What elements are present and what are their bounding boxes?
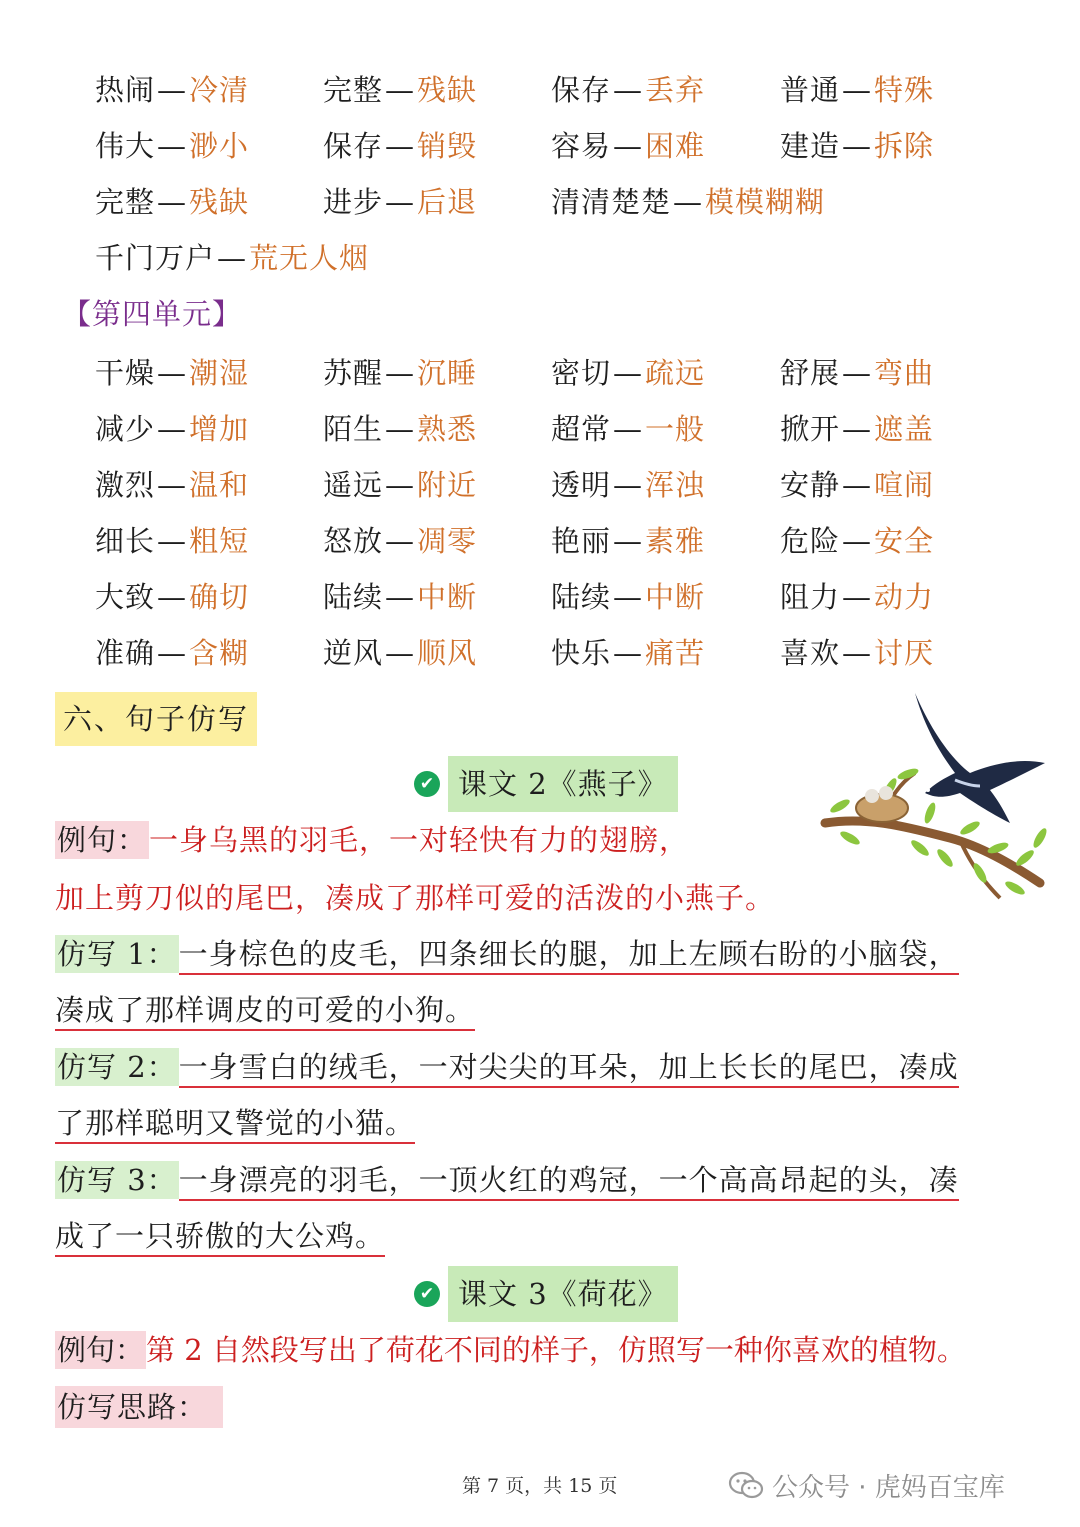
antonym-row (95, 238, 1045, 294)
antonym-pair: 舒展—弯曲 (780, 356, 935, 390)
antonym-pair (780, 70, 934, 110)
antonym-row (95, 70, 1045, 126)
antonym-pair: 安静—喧闹 (780, 468, 935, 502)
imitation-2-line1 (55, 1045, 959, 1089)
imitation-2-line2 (55, 1101, 415, 1145)
antonym-pair: 密切—疏远 (551, 356, 706, 390)
imitation-text: 一身漂亮的羽毛，一顶火红的鸡冠，一个高高昂起的头，凑 (179, 1163, 959, 1201)
antonym-row (95, 577, 1045, 633)
antonym-row (95, 633, 1045, 689)
antonym-pair: 准确—含糊 (95, 636, 250, 670)
antonym-pair: 进步—后退 (323, 185, 478, 219)
antonym-row (95, 182, 1045, 238)
word: 完整 (323, 73, 384, 107)
antonym-pair: 苏醒—沉睡 (323, 356, 478, 390)
antonym-pair: 细长—粗短 (95, 524, 250, 558)
antonym-pair: 逆风—顺风 (323, 636, 478, 670)
imitation-label: 仿写 3： (57, 1163, 177, 1197)
lesson2-title-text: 课文 2《燕子》 (448, 756, 678, 812)
antonym-pair: 完整—残缺 (95, 185, 250, 219)
imitation-label: 仿写 2： (57, 1050, 177, 1084)
antonym-pair: 容易—困难 (551, 129, 706, 163)
example-label: 例句： (57, 1333, 145, 1367)
antonym-pair: 怒放—凋零 (323, 524, 478, 558)
antonym: 丢弃 (645, 73, 706, 107)
antonym-pair (323, 70, 477, 110)
antonym-pair: 建造—拆除 (780, 129, 935, 163)
antonym-pair (95, 70, 249, 110)
antonym-pair (551, 70, 705, 110)
dash: — (157, 73, 188, 107)
dash: — (842, 73, 873, 107)
antonym-pair: 阻力—动力 (780, 580, 935, 614)
imitation-label: 仿写 1： (57, 937, 177, 971)
antonym-pair: 艳丽—素雅 (551, 524, 706, 558)
antonym-pair: 透明—浑浊 (551, 468, 706, 502)
lesson2-example-line2: 加上剪刀似的尾巴，凑成了那样可爱的活泼的小燕子。 (55, 881, 776, 915)
antonym-pair: 超常—一般 (551, 412, 706, 446)
unit4-heading: 【第四单元】 (62, 297, 243, 331)
lesson3-title (414, 1266, 678, 1322)
lesson2-title (414, 756, 678, 812)
antonym-row (95, 353, 1045, 409)
lesson3-example (55, 1328, 966, 1372)
antonym-row (95, 126, 1045, 182)
footer (0, 1467, 1080, 1507)
word: 普通 (780, 73, 841, 107)
imitation-1-line1 (55, 932, 959, 976)
antonym-pair: 陆续—中断 (551, 580, 706, 614)
lesson3-title-text: 课文 3《荷花》 (448, 1266, 678, 1322)
lesson2-example-line1 (55, 818, 689, 862)
imitation-3-line1 (55, 1158, 959, 1202)
imitation-text: 凑成了那样调皮的可爱的小狗。 (55, 993, 475, 1031)
antonym-pair: 清清楚楚—模模糊糊 (551, 185, 826, 219)
imitation-text: 一身棕色的皮毛，四条细长的腿，加上左顾右盼的小脑袋， (179, 937, 959, 975)
unit3-antonym-grid (95, 70, 1045, 294)
antonym-pair: 危险—安全 (780, 524, 935, 558)
dash: — (613, 73, 644, 107)
antonym-pair: 大致—确切 (95, 580, 250, 614)
watermark-text: 公众号 · 虎妈百宝库 (772, 1473, 1005, 1503)
imitation-3-line2 (55, 1214, 385, 1258)
example-text: 一身乌黑的羽毛，一对轻快有力的翅膀， (149, 823, 690, 857)
dash: — (385, 73, 416, 107)
section-title: 六、句子仿写 (55, 692, 257, 746)
unit4-antonym-grid (95, 353, 1045, 689)
antonym: 特殊 (874, 73, 935, 107)
check-icon: ✔ (414, 771, 440, 797)
example-label: 例句： (57, 823, 148, 857)
watermark (728, 1467, 1005, 1504)
example-text: 第 2 自然段写出了荷花不同的样子，仿照写一种你喜欢的植物。 (146, 1333, 966, 1367)
antonym: 残缺 (417, 73, 478, 107)
antonym: 冷清 (189, 73, 250, 107)
antonym-row (95, 465, 1045, 521)
antonym-row (95, 521, 1045, 577)
antonym-pair: 干燥—潮湿 (95, 356, 250, 390)
antonym-pair: 掀开—遮盖 (780, 412, 935, 446)
antonym-pair: 陌生—熟悉 (323, 412, 478, 446)
antonym-pair: 喜欢—讨厌 (780, 636, 935, 670)
word: 保存 (551, 73, 612, 107)
idea-label: 仿写思路： (55, 1386, 223, 1428)
antonym-pair: 千门万户—荒无人烟 (95, 241, 370, 275)
imitation-1-line2 (55, 988, 475, 1032)
imitation-text: 一身雪白的绒毛，一对尖尖的耳朵，加上长长的尾巴，凑成 (179, 1050, 959, 1088)
page-number: 第 7 页，共 15 页 (462, 1475, 618, 1497)
antonym-pair: 陆续—中断 (323, 580, 478, 614)
lesson3-idea (55, 1385, 223, 1429)
antonym-pair: 减少—增加 (95, 412, 250, 446)
antonym-pair: 保存—销毁 (323, 129, 478, 163)
imitation-text: 了那样聪明又警觉的小猫。 (55, 1106, 415, 1144)
word: 热闹 (95, 73, 156, 107)
swallow-illustration (820, 688, 1060, 908)
imitation-text: 成了一只骄傲的大公鸡。 (55, 1219, 385, 1257)
antonym-pair: 激烈—温和 (95, 468, 250, 502)
antonym-pair: 遥远—附近 (323, 468, 478, 502)
antonym-row (95, 409, 1045, 465)
check-icon: ✔ (414, 1281, 440, 1307)
antonym-pair: 伟大—渺小 (95, 129, 250, 163)
wechat-icon (728, 1471, 764, 1501)
antonym-pair: 快乐—痛苦 (551, 636, 706, 670)
